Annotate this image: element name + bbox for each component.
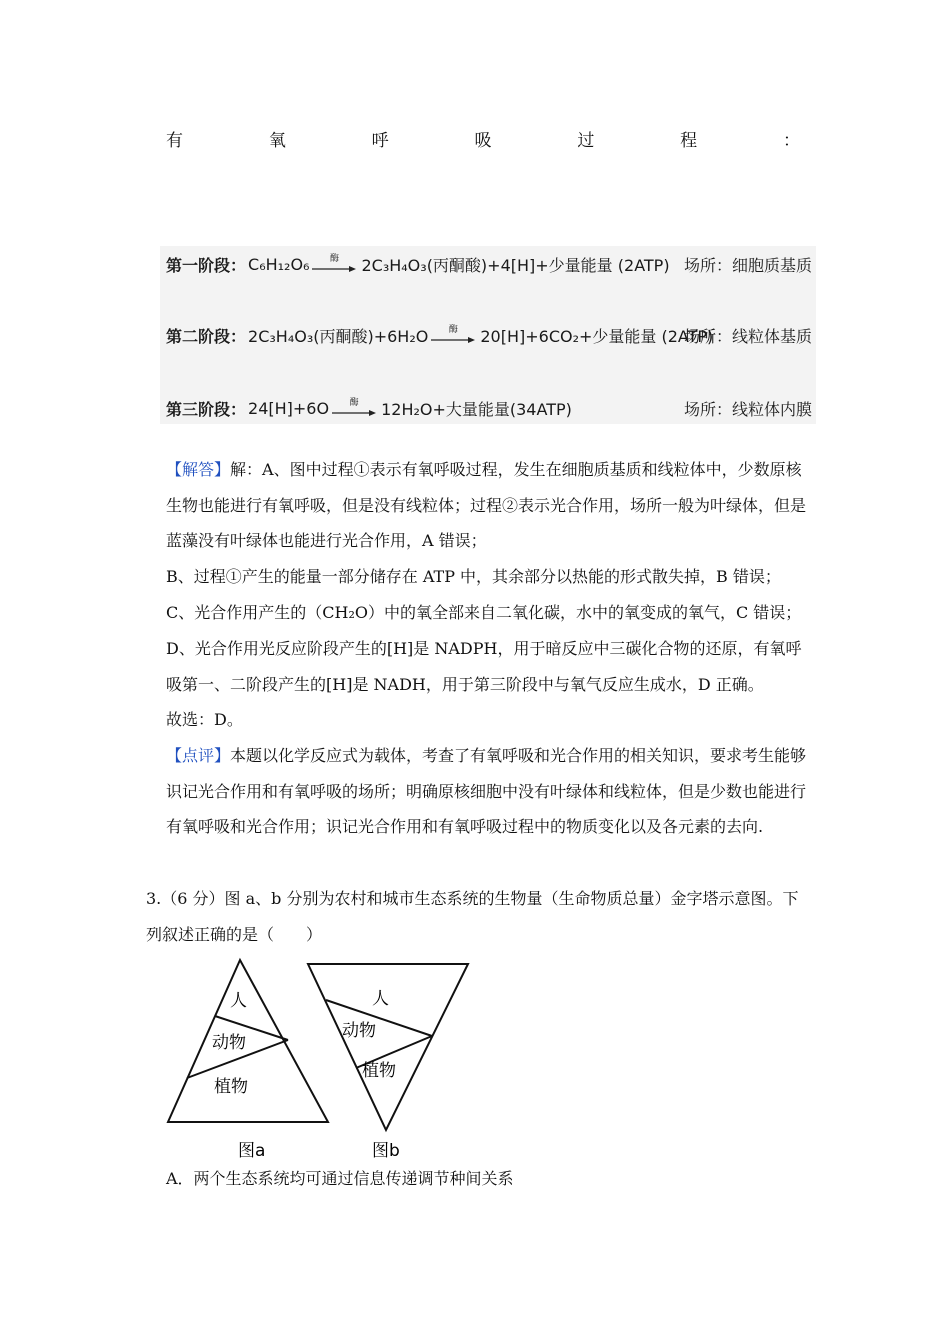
answer-choice: 故选：D。	[166, 710, 243, 729]
pyramid-b-label-plant: 植物	[362, 1061, 396, 1081]
pyramid-a-label-human: 人	[230, 991, 247, 1011]
pyramid-a-caption: 图a	[238, 1141, 266, 1161]
comment-text: 本题以化学反应式为载体，考查了有氧呼吸和光合作用的相关知识，要求考生能够识记光合作用和有氧呼吸的场所；明确原核细胞中没有叶绿体和线粒体，但是少数也能进行有氧呼吸和光合作用；识记光合作用和有氧呼吸过程中的物质变化以及各元素的去向.	[166, 746, 807, 836]
enzyme-arrow	[431, 326, 475, 345]
arrow-icon	[332, 408, 376, 418]
pyramid-b-label-animal: 动物	[342, 1021, 376, 1041]
equation-reactant: 2C₃H₄O₃(丙酮酸)+6H₂O	[248, 326, 429, 346]
pyramid-a	[168, 960, 328, 1122]
comment-tag: 【点评】	[166, 746, 231, 765]
answer-option-d: D、光合作用光反应阶段产生的[H]是 NADPH，用于暗反应中三碳化合物的还原，有氧呼吸第一、二阶段产生的[H]是 NADH，用于第三阶段中与氧气反应生成水，D 正确。	[166, 639, 802, 694]
answer-option-b: B、过程①产生的能量一部分储存在 ATP 中，其余部分以热能的形式散失掉，B 错误；	[166, 567, 781, 586]
heading-char: 呼	[371, 131, 389, 151]
equation-stage: 第二阶段：	[166, 326, 247, 346]
equation-location: 场所：线粒体内膜	[683, 399, 812, 419]
heading-char: 过	[577, 131, 595, 151]
equation-product: 20[H]+6CO₂+少量能量 (2ATP)	[480, 326, 714, 346]
answer-tag: 【解答】	[166, 460, 231, 479]
equation-reactant: C₆H₁₂O₆	[248, 254, 310, 274]
heading-char: ：	[782, 131, 800, 151]
heading-char: 程	[680, 131, 698, 151]
pyramid-a-label-animal: 动物	[212, 1033, 246, 1053]
question-number: 3.	[146, 889, 162, 908]
arrow-icon	[431, 335, 475, 345]
option-a[interactable]: A．两个生态系统均可通过信息传递调节种间关系	[166, 1169, 514, 1188]
equation-stage: 第三阶段：	[166, 399, 247, 419]
comment-paragraph	[166, 738, 810, 845]
enzyme-label: 酶	[329, 253, 339, 264]
enzyme-label: 酶	[448, 324, 458, 335]
equation-row	[166, 249, 812, 279]
equation-product: 2C₃H₄O₃(丙酮酸)+4[H]+少量能量 (2ATP)	[361, 255, 670, 275]
answer-option-c: C、光合作用产生的（CH₂O）中的氧全部来自二氧化碳，水中的氧变成的氧气，C 错误；	[166, 603, 802, 622]
section-heading	[166, 126, 800, 151]
pyramid-b-label-human: 人	[372, 989, 389, 1009]
equation-row	[166, 320, 812, 350]
heading-char: 有	[166, 131, 183, 151]
equation-stage: 第一阶段：	[166, 255, 247, 275]
equation-location: 场所：线粒体基质	[683, 326, 812, 346]
equation-product: 12H₂O+大量能量(34ATP)	[381, 399, 572, 419]
enzyme-label: 酶	[349, 397, 359, 408]
arrow-icon	[312, 264, 356, 274]
pyramid-b-caption: 图b	[372, 1141, 400, 1161]
heading-char: 氧	[268, 131, 286, 151]
equation-location: 场所：细胞质基质	[683, 255, 812, 275]
enzyme-arrow	[312, 255, 356, 274]
heading-char: 吸	[474, 131, 492, 151]
pyramid-figure	[160, 956, 480, 1166]
question-3	[146, 881, 810, 952]
answer-paragraph	[166, 452, 810, 559]
answer-text-a: 解：A、图中过程①表示有氧呼吸过程，发生在细胞质基质和线粒体中，少数原核生物也能进行有氧呼吸，但是没有线粒体；过程②表示光合作用，场所一般为叶绿体，但是蓝藻没有叶绿体也能进行光合作用，A 错误；	[166, 460, 807, 550]
equation-reactant: 24[H]+6O	[248, 398, 330, 418]
equation-panel	[160, 246, 816, 424]
pyramid-a-label-plant: 植物	[214, 1077, 248, 1097]
enzyme-arrow	[332, 399, 376, 418]
question-text: （6 分）图 a、b 分别为农村和城市生态系统的生物量（生命物质总量）金字塔示意图。下列叙述正确的是（ ）	[146, 889, 799, 944]
equation-row	[166, 393, 812, 423]
